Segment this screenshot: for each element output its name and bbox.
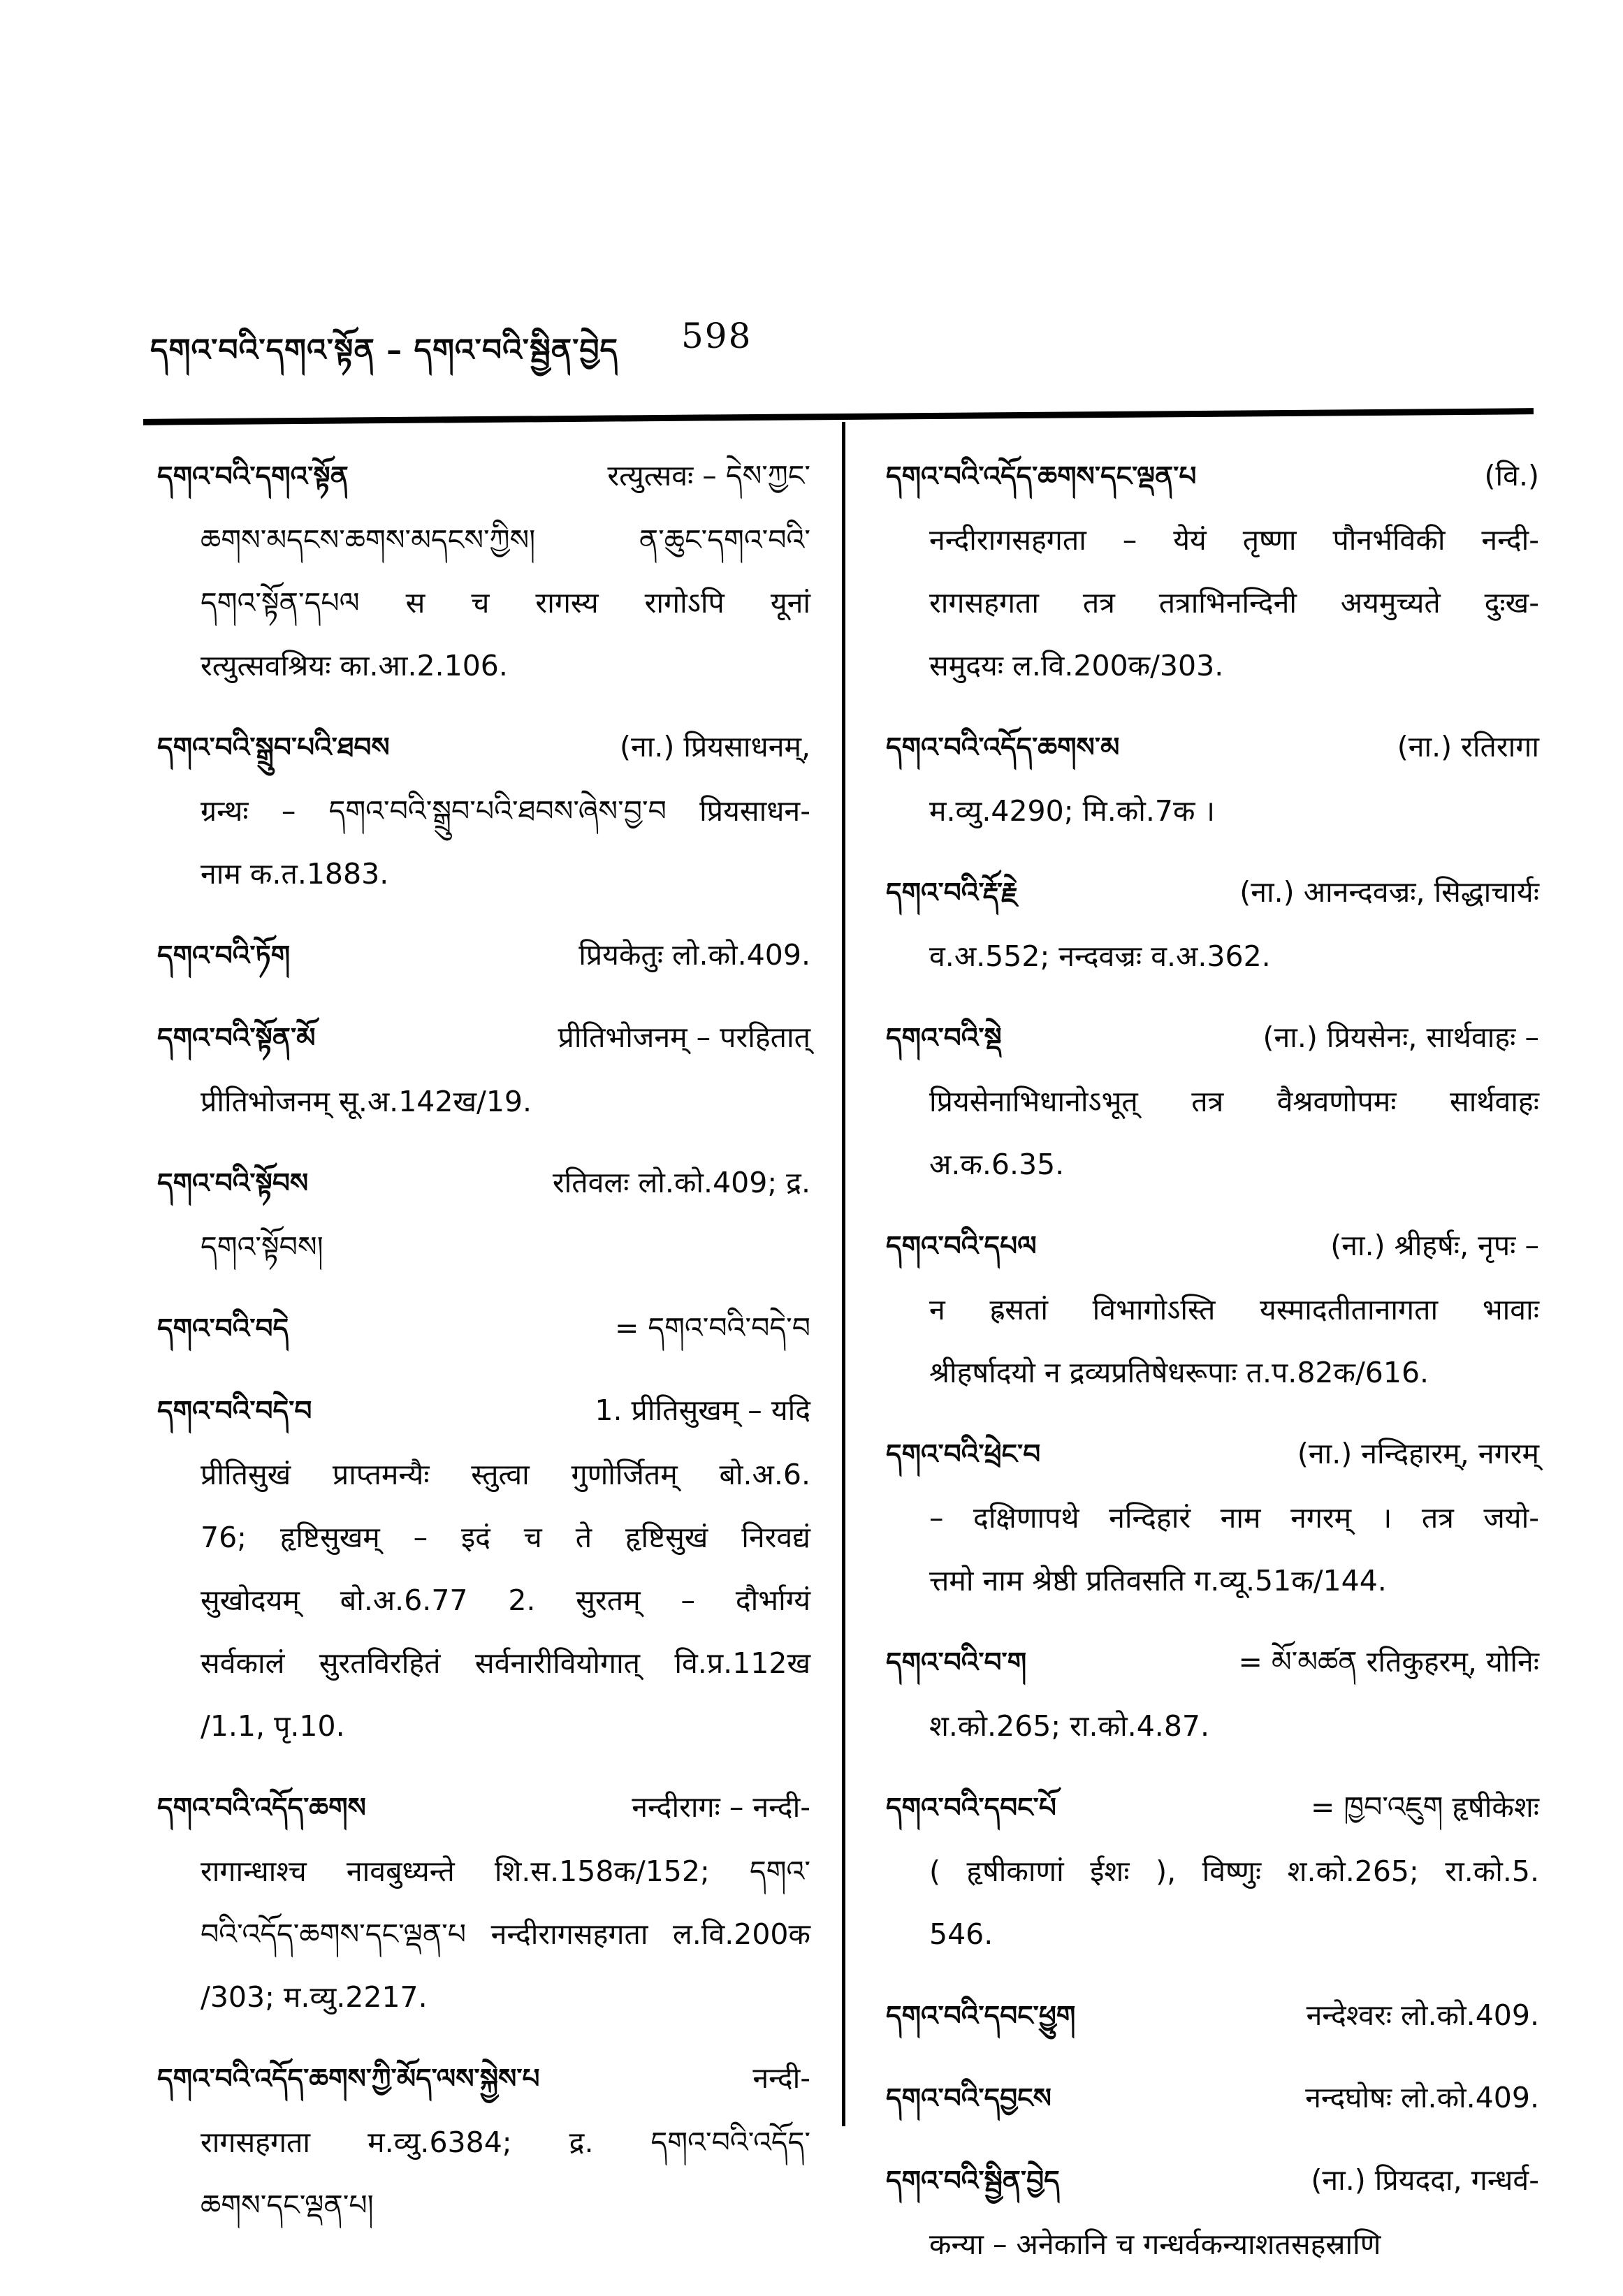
entry-first-line [886,1006,1539,1070]
entry-line: ( हृषीकाणां ईशः ), विष्णुः श.को.265; रा.को.5. [929,1855,1539,1888]
dictionary-entry [886,1984,1539,2048]
entry-first-line [157,923,810,988]
entry-gloss: नन्दी- [752,2061,810,2095]
entry-gloss: (ना.) आनन्दवज्रः, सिद्धाचार्यः [1239,875,1539,909]
entry-first-line [886,861,1539,925]
entry-continuation [886,1070,1539,1196]
entry-line: श्रीहर्षादयो न द्रव्यप्रतिषेधरूपाः त.प.82क/616. [929,1356,1429,1389]
entry-line: सर्वकालं सुरतविरहितं सर्वनारीवियोगात् वि.प्र.112ख [201,1646,810,1680]
entry-line: नन्दीरागसहगता – येयं तृष्णा पौनर्भविकी नन्दी- [929,523,1539,557]
entry-gloss: प्रियकेतुः लो.को.409. [578,938,810,972]
entry-continuation [886,509,1539,697]
entry-continuation [157,1443,810,1757]
dictionary-entry [886,2149,1539,2276]
dictionary-entry [886,715,1539,842]
entry-headword: དགའ་བའི་འདོད་ཆགས་དང་ལྡན་པ [886,461,1197,492]
entry-gloss: = དགའ་བའི་བདེ་བ [614,1311,810,1345]
entry-first-line [157,1006,810,1070]
dictionary-entry [157,923,810,988]
dictionary-entry [886,861,1539,988]
entry-continuation [886,1840,1539,1966]
entry-headword: དགའ་བའི་འདོད་ཆགས་ཀྱི་མོད་ལས་སྐྱེས་པ [157,2063,540,2095]
entry-headword: དགའ་བའི་སྦྱིན་བྱེད [886,2165,1060,2197]
entry-gloss: (ना.) प्रियसाधनम्, [619,730,810,763]
entry-line: དགའ་སྟོབས། [201,1230,323,1264]
entry-headword: དགའ་བའི་བ་ག [886,1647,1027,1679]
dictionary-entry [157,2047,810,2237]
entry-gloss: रतिवलः लो.को.409; द्र. [552,1166,810,1199]
entry-headword: དགའ་བའི་རྡོ་རྗེ [886,877,1018,909]
entry-first-line [157,2047,810,2111]
left-column [157,444,810,2255]
dictionary-entry [886,1214,1539,1404]
dictionary-entry [157,1296,810,1361]
entry-line: ཆགས་མདངས་ཆགས་མདངས་ཀྱིས། ན་ཆུང་དགའ་བའི་ [201,523,810,557]
dictionary-entry [886,1006,1539,1196]
entry-line: रागान्धाश्च नावबुध्यन्ते शि.स.158क/152; དགའ་ [201,1855,810,1888]
entry-gloss: प्रीतिभोजनम् – परहितात् [558,1021,810,1054]
entry-gloss: (ना.) प्रियददा, गन्धर्व- [1311,2163,1539,2197]
entry-headword: དགའ་བའི་འདོད་ཆགས [157,1792,366,1824]
entry-line: प्रीतिसुखं प्राप्तमन्यैः स्तुत्वा गुणोर्जितम् बो.अ.6. [201,1458,810,1491]
entry-continuation [157,1215,810,1278]
entry-first-line [886,1776,1539,1840]
entry-first-line [157,1776,810,1840]
entry-headword: དགའ་བའི་བདེ [157,1313,289,1345]
entry-line: ཆགས་དང་ལྡན་པ། [201,2188,374,2222]
entry-continuation [157,2111,810,2237]
entry-headword: དགའ་བའི་དབང་པོ [886,1792,1056,1824]
entry-line: नाम क.त.1883. [201,857,389,891]
entry-gloss: (वि.) [1484,459,1539,492]
entry-continuation [886,925,1539,988]
entry-first-line [886,2066,1539,2130]
entry-first-line [157,1296,810,1361]
entry-gloss: नन्दीरागः – नन्दी- [632,1790,810,1824]
dictionary-entry [886,1630,1539,1757]
entry-line: त्तमो नाम श्रेष्ठी प्रतिवसति ग.व्यू.51क/144. [929,1564,1387,1597]
entry-line: 546. [929,1917,994,1951]
entry-headword: དགའ་བའི་སྒྲུབ་པའི་ཐབས [157,732,390,763]
entry-gloss: 1. प्रीतिसुखम् – यदि [595,1394,810,1427]
entry-continuation [157,509,810,697]
entry-first-line [886,1984,1539,2048]
entry-continuation [157,1070,810,1133]
entry-line: अ.क.6.35. [929,1148,1065,1181]
entry-line: रत्युत्सवश्रियः का.आ.2.106. [201,649,508,682]
entry-continuation [886,2213,1539,2276]
page-number: 598 [681,316,752,356]
entry-line: समुदयः ल.वि.200क/303. [929,649,1224,682]
entry-line: /303; म.व्यु.2217. [201,1980,428,2014]
entry-gloss: (ना.) नन्दिहारम्, नगरम् [1297,1437,1539,1470]
entry-first-line [886,444,1539,509]
column-divider [842,422,845,2126]
entry-gloss: नन्देश्वरः लो.को.409. [1306,1998,1539,2032]
entry-line: 76; हृष्टिसुखम् – इदं च ते हृष्टिसुखं निरवद्यं [201,1521,810,1554]
entry-headword: དགའ་བའི་ཕྲེང་བ [886,1439,1041,1470]
entry-line: न ह्रसतां विभागोऽस्ति यस्मादतीतानागता भावाः [929,1293,1539,1326]
entry-first-line [886,1214,1539,1278]
dictionary-entry [157,1776,810,2028]
entry-continuation [886,1486,1539,1612]
entry-continuation [886,780,1539,842]
entry-headword: དགའ་བའི་སྟོན་མོ [157,1023,316,1054]
entry-gloss: (ना.) श्रीहर्षः, नृपः – [1330,1229,1539,1262]
entry-line: रागसहगता म.व्यु.6384; द्र. དགའ་བའི་འདོད་ [201,2126,810,2159]
entry-first-line [157,1379,810,1443]
entry-first-line [157,444,810,509]
dictionary-entry [886,444,1539,697]
entry-headword: དགའ་བའི་སྟོབས [157,1168,309,1199]
entry-headword: དགའ་བའི་དཔལ [886,1231,1037,1262]
entry-line: रागसहगता तत्र तत्राभिनन्दिनी अयमुच्यते दुःख- [929,586,1539,620]
entry-line: དགའ་སྟོན་དཔལ स च रागस्य रागोऽपि यूनां [201,586,810,620]
entry-gloss: रत्युत्सवः – དེས་ཀྱང་ [607,459,810,492]
entry-continuation [157,780,810,905]
entry-line: प्रियसेनाभिधानोऽभूत् तत्र वैश्रवणोपमः सार्थवाहः [929,1085,1539,1118]
entry-first-line [886,2149,1539,2213]
entry-gloss: (ना.) प्रियसेनः, सार्थवाहः – [1262,1021,1539,1054]
entry-line: सुखोदयम् बो.अ.6.77 2. सुरतम् – दौर्भाग्यं [201,1584,810,1617]
entry-first-line [157,1151,810,1215]
entry-line: म.व्यु.4290; मि.को.7क । [929,794,1216,828]
entry-headword: དགའ་བའི་འདོད་ཆགས་མ [886,732,1120,763]
entry-line: – दक्षिणापथे नन्दिहारं नाम नगरम् । तत्र जयो- [929,1501,1539,1535]
entry-continuation [886,1695,1539,1757]
entry-gloss: = མོ་མཚན रतिकुहरम्, योनिः [1238,1645,1539,1679]
dictionary-entry [886,1422,1539,1612]
entry-gloss: नन्दघोषः लो.को.409. [1305,2081,1539,2114]
entry-line: प्रीतिभोजनम् सू.अ.142ख/19. [201,1085,532,1118]
entry-headword: དགའ་བའི་དབྱངས [886,2083,1051,2114]
dictionary-entry [157,715,810,905]
entry-line: कन्या – अनेकानि च गन्धर्वकन्याशतसहस्राणि [929,2228,1381,2261]
entry-gloss: (ना.) रतिरागा [1397,730,1539,763]
dictionary-entry [157,444,810,697]
dictionary-entry [157,1379,810,1757]
entry-headword: དགའ་བའི་ཏོག [157,940,291,972]
entry-first-line [886,1422,1539,1486]
entry-headword: དགའ་བའི་སྡེ [886,1023,1002,1054]
entry-headword: དགའ་བའི་དབང་ཕྱུག [886,2001,1076,2032]
running-header [150,316,1478,402]
entry-line: व.अ.552; नन्दवज्रः व.अ.362. [929,939,1271,973]
dictionary-entry [886,1776,1539,1966]
header-entry-range: དགའ་བའི་དགའ་སྟོན – དགའ་བའི་སྦྱིན་བྱེད [150,332,619,368]
entry-first-line [157,715,810,780]
entry-continuation [886,1278,1539,1404]
entry-headword: དགའ་བའི་བདེ་བ [157,1396,312,1427]
entry-line: ग्रन्थः – དགའ་བའི་སྒྲུབ་པའི་ཐབས་ཞེས་བྱ་བ प्रियसाधन- [201,794,810,828]
entry-first-line [886,715,1539,780]
right-column [886,444,1539,2294]
dictionary-entry [157,1006,810,1133]
entry-line: /1.1, पृ.10. [201,1709,345,1743]
entry-gloss: = ཁྱབ་འཇུག हृषीकेशः [1310,1790,1539,1824]
entry-line: श.को.265; रा.को.4.87. [929,1709,1210,1743]
entry-first-line [886,1630,1539,1695]
entry-line: བའི་འདོད་ཆགས་དང་ལྡན་པ नन्दीरागसहगता ल.वि.200क [201,1917,810,1951]
dictionary-entry [886,2066,1539,2130]
entry-headword: དགའ་བའི་དགའ་སྟོན [157,461,349,492]
header-rule [143,408,1534,425]
entry-continuation [157,1840,810,2028]
dictionary-entry [157,1151,810,1278]
